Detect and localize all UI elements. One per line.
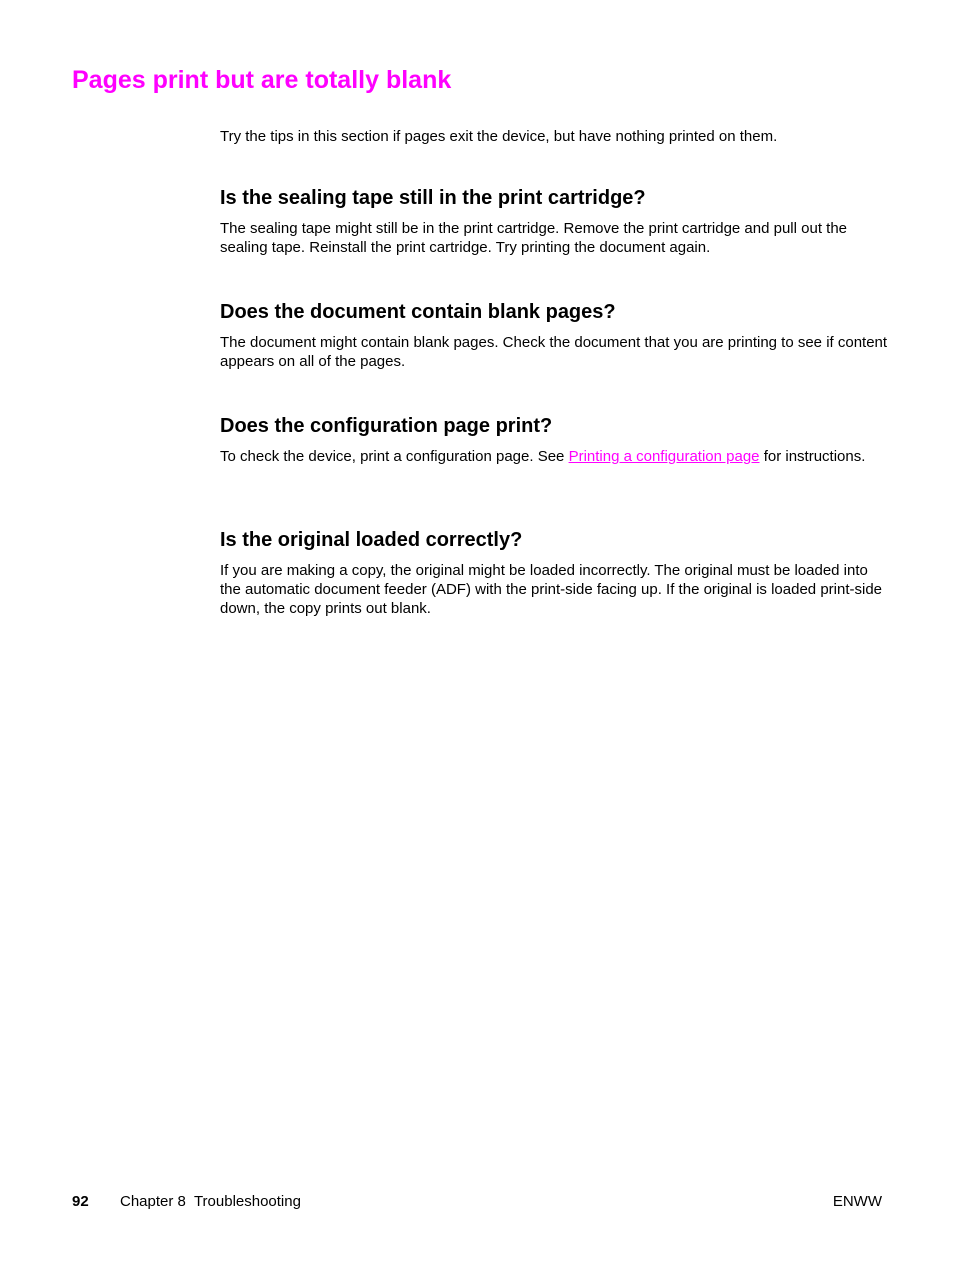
section-body: If you are making a copy, the original might be loaded incorrectly. The original must be loaded into the automatic document feeder (ADF) with the print-side facing up. If the original is loaded print-side down, the copy prints out blank. (220, 562, 883, 617)
section-original-loaded (220, 527, 890, 618)
section-blank-pages (220, 299, 890, 371)
section-configuration-page (220, 413, 890, 466)
section-sealing-tape (220, 185, 890, 257)
section-body-after: for instructions. (759, 448, 866, 465)
footer-enww: ENWW (832, 1193, 882, 1210)
section-heading: Is the sealing tape still in the print cartridge? (220, 187, 646, 209)
page-number: 92 (72, 1193, 89, 1210)
section-body (220, 447, 890, 466)
intro-text: Try the tips in this section if pages exit the device, but have nothing printed on them. (220, 128, 778, 145)
chapter-label: Chapter 8 Troubleshooting (120, 1193, 301, 1210)
section-heading: Does the document contain blank pages? (220, 301, 616, 323)
section-body: The sealing tape might still be in the print cartridge. Remove the print cartridge and pull out the sealing tape. Reinstall the print cartridge. Try printing the document again. (220, 220, 848, 256)
section-heading: Does the configuration page print? (220, 415, 553, 437)
page-footer (72, 1192, 882, 1211)
section-heading: Is the original loaded correctly? (220, 529, 523, 551)
configuration-page-link[interactable]: Printing a configuration page (568, 448, 760, 465)
page-title: Pages print but are totally blank (72, 66, 452, 94)
section-body: The document might contain blank pages. Check the document that you are printing to see if content appears on all of the pages. (220, 334, 888, 370)
section-body-before: To check the device, print a configuration page. See (220, 448, 569, 465)
